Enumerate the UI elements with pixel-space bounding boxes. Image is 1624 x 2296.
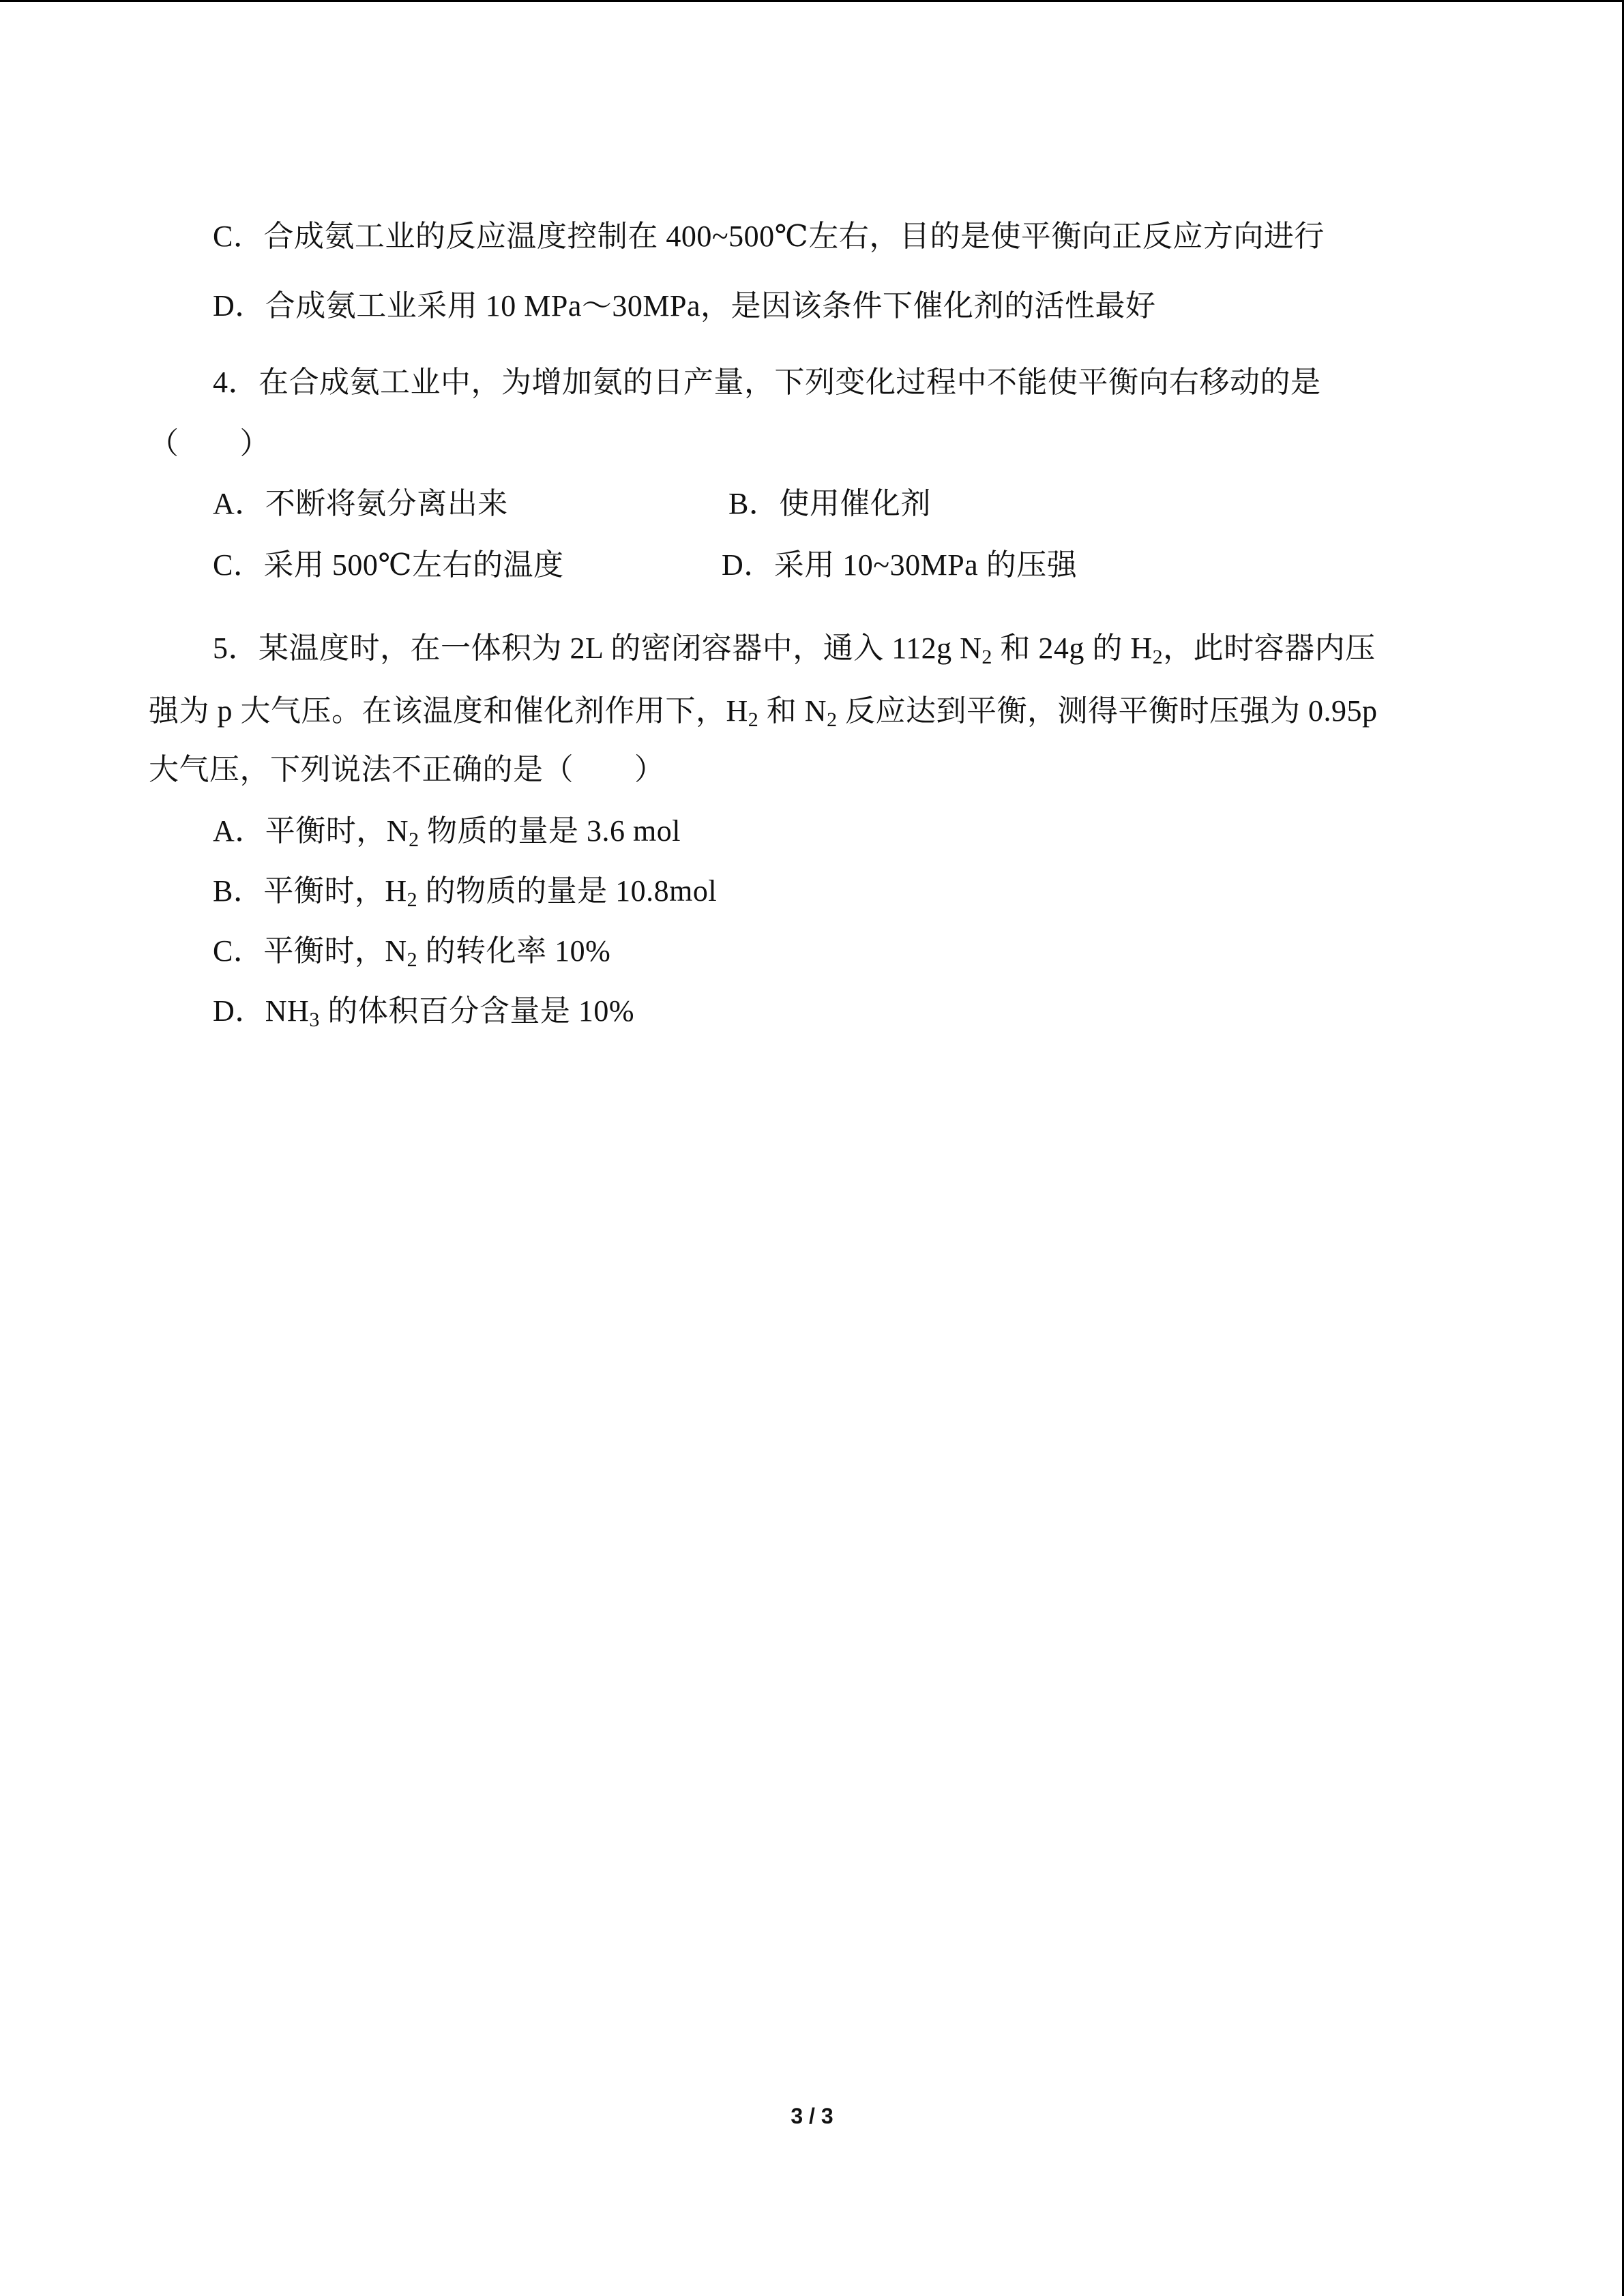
q5-stem-line-3: 大气压，下列说法不正确的是（ ） <box>149 753 665 786</box>
q5-option-c: C．平衡时，$N_2$ 的转化率 10% <box>213 934 611 971</box>
q4-option-c: C．采用 500℃左右的温度 <box>213 548 564 582</box>
q4-option-d: D．采用 10~30MPa 的压强 <box>722 548 1078 582</box>
q5-stem-line-2: 强为 p 大气压。在该温度和催化剂作用下，$H_2$ 和 $N_2$ 反应达到平衡，测得平衡时压强为 0.95p <box>149 694 1378 731</box>
q4-option-a: A．不断将氨分离出来 <box>213 487 508 520</box>
q3-option-d: D．合成氨工业采用 10 MPa～30MPa，是因该条件下催化剂的活性最好 <box>213 289 1156 323</box>
q5-option-a: A．平衡时，$N_2$ 物质的量是 3.6 mol <box>213 814 681 851</box>
q5-option-b: B．平衡时，$H_2$ 的物质的量是 10.8mol <box>213 874 718 911</box>
q3-option-c: C．合成氨工业的反应温度控制在 400~500℃左右，目的是使平衡向正反应方向进行 <box>213 220 1325 253</box>
q4-stem: 4．在合成氨工业中，为增加氨的日产量，下列变化过程中不能使平衡向右移动的是 <box>213 366 1321 399</box>
page-number: 3 / 3 <box>791 2104 833 2128</box>
q5-option-d: D．$NH_3$ 的体积百分含量是 10% <box>213 994 634 1031</box>
q4-answer-blank: （ ） <box>149 427 270 460</box>
q4-option-b: B．使用催化剂 <box>728 487 931 520</box>
q5-stem-line-1: 5．某温度时，在一体积为 2L 的密闭容器中，通入 112g $N_2$ 和 24g 的 $H_2$，此时容器内压 <box>213 631 1376 668</box>
